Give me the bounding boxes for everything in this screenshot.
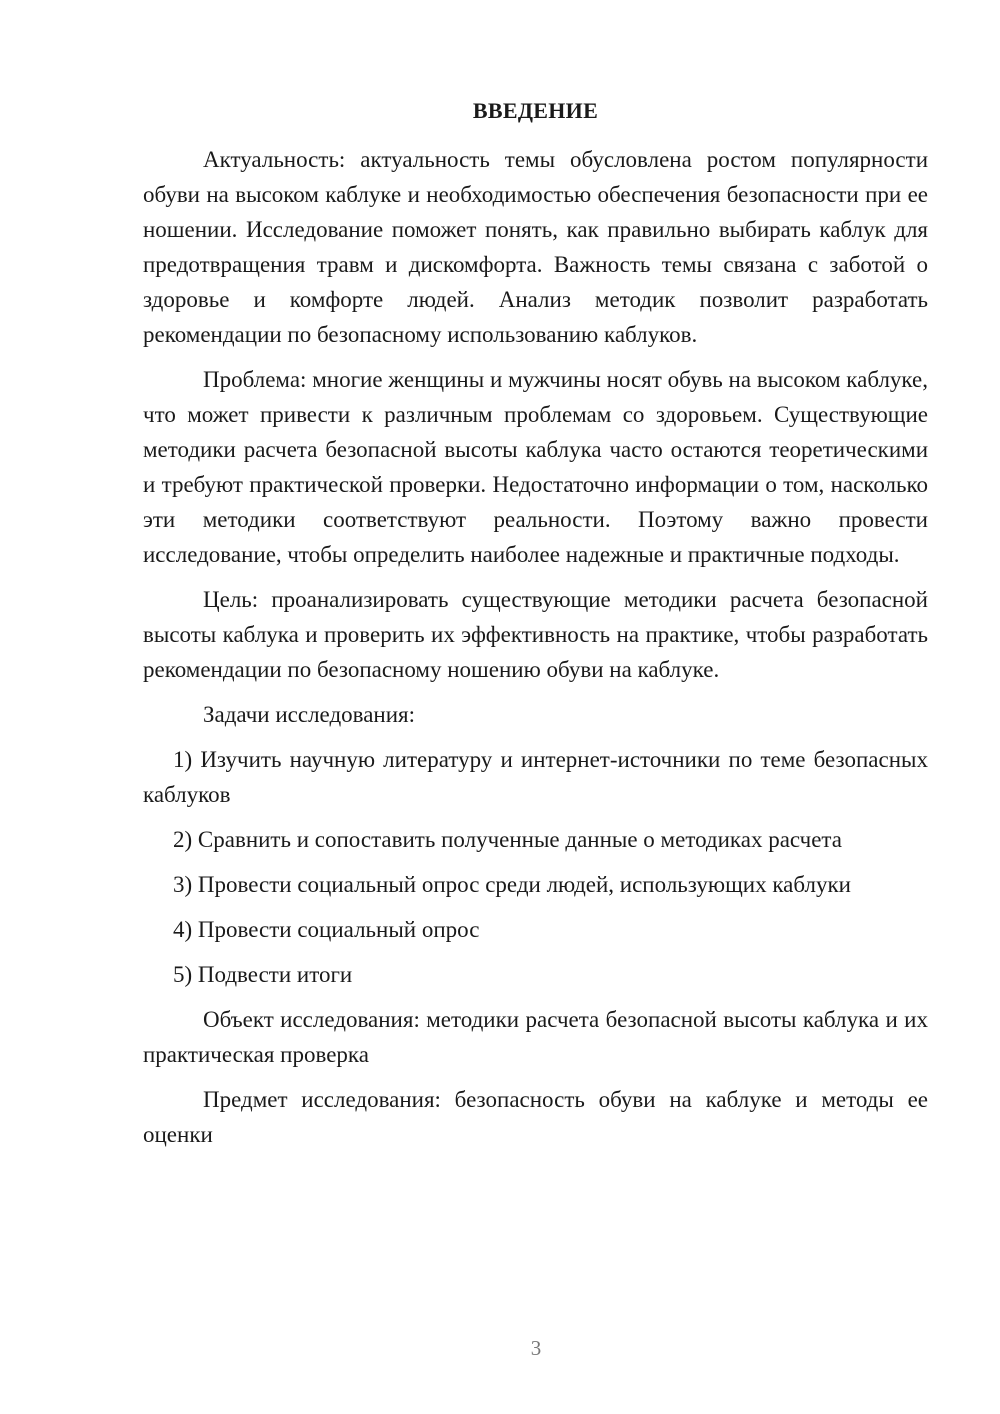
- document-body: [143, 142, 928, 1162]
- task-item-4: 4) Провести социальный опрос: [173, 917, 480, 942]
- paragraph-goal: Цель: проанализировать существующие методики расчета безопасной высоты каблука и проверить их эффективность на практике, чтобы разработать рекомендации по безопасному ношению обуви на каблуке.: [143, 587, 928, 682]
- tasks-heading: Задачи исследования:: [203, 702, 416, 727]
- paragraph-relevance: Актуальность: актуальность темы обусловлена ростом популярности обуви на высоком каблуке и необходимостью обеспечения безопасности при ее ношении. Исследование поможет понять, как правильно выбирать каблук для предотвращения травм и дискомфорта. Важность темы связана с заботой о здоровье и комфорте людей. Анализ методик позволит разработать рекомендации по безопасному использованию каблуков.: [143, 147, 928, 347]
- page-title: ВВЕДЕНИЕ: [472, 98, 599, 123]
- paragraph-subject: Предмет исследования: безопасность обуви на каблуке и методы ее оценки: [143, 1087, 928, 1147]
- task-item-3: 3) Провести социальный опрос среди людей, использующих каблуки: [173, 872, 851, 897]
- task-item-2: 2) Сравнить и сопоставить полученные данные о методиках расчета: [173, 827, 842, 852]
- paragraph-problem: Проблема: многие женщины и мужчины носят обувь на высоком каблуке, что может привести к различным проблемам со здоровьем. Существующие методики расчета безопасной высоты каблука часто остаются теоретическими и требуют практической проверки. Недостаточно информации о том, насколько эти методики соответствуют реальности. Поэтому важно провести исследование, чтобы определить наиболее надежные и практичные подходы.: [143, 367, 928, 567]
- paragraph-object: Объект исследования: методики расчета безопасной высоты каблука и их практическая проверка: [143, 1007, 928, 1067]
- page-number: 3: [530, 1336, 542, 1360]
- task-item-5: 5) Подвести итоги: [173, 962, 353, 987]
- task-item-1: 1) Изучить научную литературу и интернет-источники по теме безопасных каблуков: [143, 747, 928, 807]
